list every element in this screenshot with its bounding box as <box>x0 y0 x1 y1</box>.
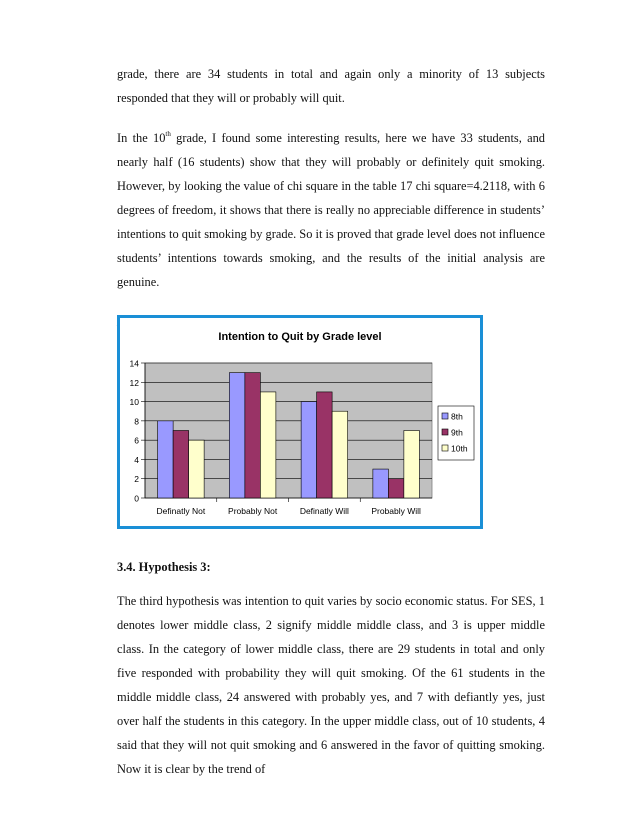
intention-to-quit-chart <box>120 318 480 526</box>
paragraph-grade-9: grade, there are 34 students in total and again only a minority of 13 subjects responded that they will or probably will quit. <box>117 67 545 105</box>
bar-8th-1 <box>229 373 245 498</box>
x-tick-label: Probably Not <box>228 506 278 516</box>
chart-title: Intention to Quit by Grade level <box>218 331 382 343</box>
legend-swatch-8th <box>442 413 448 419</box>
bar-9th-1 <box>245 373 261 498</box>
para2-text-start: In the 10 <box>117 131 166 145</box>
bar-8th-0 <box>158 421 174 498</box>
lower-section <box>117 555 545 781</box>
legend-swatch-10th <box>442 445 448 451</box>
legend-label-9th: 9th <box>451 427 463 438</box>
document-body <box>117 62 545 358</box>
y-tick-label: 6 <box>134 435 139 446</box>
para2-text-rest: grade, I found some interesting results, here we have 33 students, and nearly half (16 students) show that they will probably or definitely quit smoking. However, by looking the value of chi square in the table 17 chi square=4.2118, with 6 degrees of freedom, it shows that there is really no appreciable difference in students’ intentions to quit smoking by grade. So it is proved that grade level does not influence students’ intentions towards smoking, and the results of the initial analysis are genuine. <box>117 131 545 289</box>
y-tick-label: 2 <box>134 474 139 485</box>
bar-10th-0 <box>189 440 205 498</box>
y-tick-label: 0 <box>134 493 139 504</box>
bar-9th-3 <box>388 479 404 498</box>
paragraph-grade-10 <box>117 126 545 294</box>
legend-label-8th: 8th <box>451 411 463 422</box>
legend-label-10th: 10th <box>451 443 468 454</box>
bar-10th-3 <box>404 431 420 499</box>
section-heading: 3.4. Hypothesis 3: <box>117 560 211 574</box>
bar-10th-1 <box>260 392 276 498</box>
bar-9th-0 <box>173 431 189 499</box>
y-tick-label: 4 <box>134 454 139 465</box>
y-tick-label: 12 <box>129 377 139 388</box>
bar-9th-2 <box>317 392 333 498</box>
x-tick-label: Definatly Will <box>299 506 349 516</box>
bar-8th-2 <box>301 402 317 498</box>
bar-8th-3 <box>373 469 389 498</box>
paragraph-hypothesis-3: The third hypothesis was intention to quit varies by socio economic status. For SES, 1 denotes lower middle class, 2 signify middle middle class, and 3 is upper middle class. In the category of lower middle class, there are 29 students in total and only five responded with probability they will quit smoking. Of the 61 students in the middle middle class, 24 answered with probably yes, and 7 with defiantly yes, just over half the students in this category. In the upper middle class, out of 10 students, 4 said that they will not quit smoking and 6 answered in the favor of quitting smoking. Now it is clear by the trend of <box>117 594 545 776</box>
y-tick-label: 10 <box>129 397 139 408</box>
chart-frame <box>117 315 483 529</box>
y-tick-label: 14 <box>129 358 139 369</box>
y-tick-label: 8 <box>134 416 139 427</box>
bar-10th-2 <box>332 411 348 498</box>
x-tick-label: Probably Will <box>371 506 421 516</box>
legend-swatch-9th <box>442 429 448 435</box>
x-tick-label: Definatly Not <box>156 506 206 516</box>
superscript-th: th <box>165 130 171 138</box>
